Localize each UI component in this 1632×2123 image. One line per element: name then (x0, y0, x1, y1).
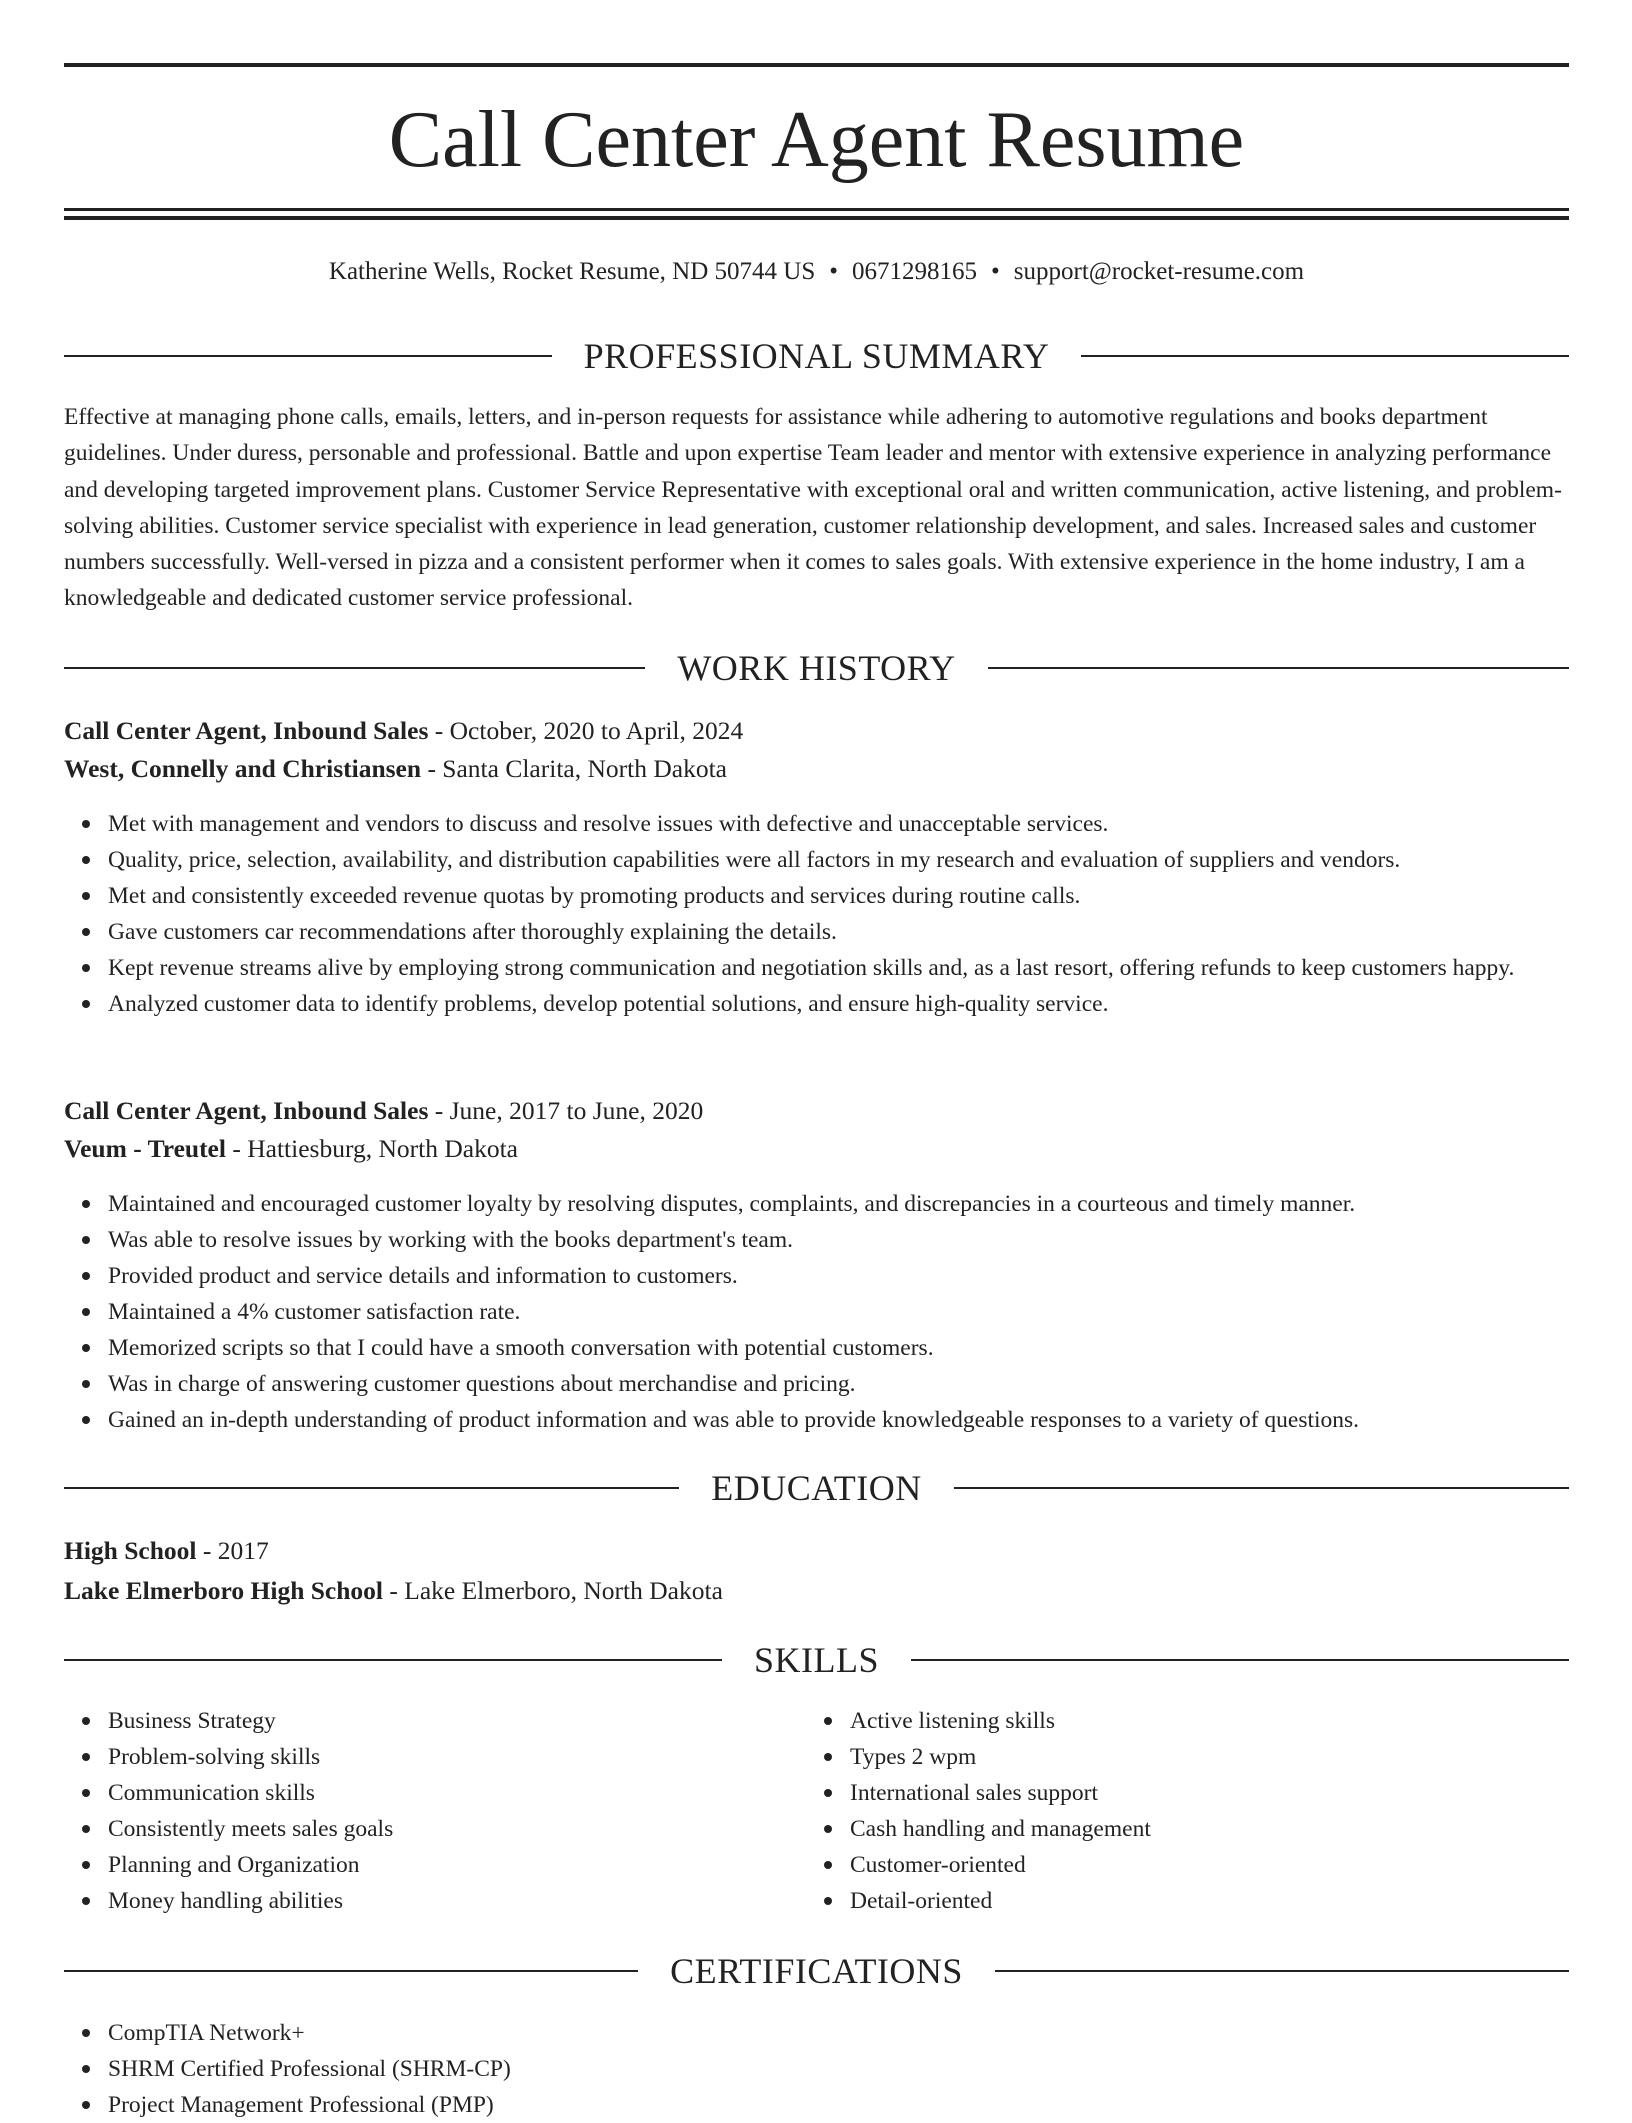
skill-item: Active listening skills (850, 1703, 1546, 1739)
school-name: Lake Elmerboro High School (64, 1576, 384, 1605)
skill-item: Consistently meets sales goals (108, 1811, 804, 1847)
heading-rule (911, 1659, 1569, 1661)
company-name: Veum - Treutel (64, 1134, 226, 1163)
list-item: Maintained and encouraged customer loyalty by resolving disputes, complaints, and discrepancies in a courteous and timely manner. (108, 1186, 1569, 1222)
company-location: - Santa Clarita, North Dakota (421, 754, 727, 783)
section-title: SKILLS (754, 1640, 880, 1680)
contact-phone: 0671298165 (852, 258, 978, 285)
title-double-rule-top (64, 208, 1569, 211)
job-title: Call Center Agent, Inbound Sales (64, 716, 429, 745)
list-item: Was able to resolve issues by working with the books department's team. (108, 1222, 1569, 1258)
job-1-company-line (64, 750, 1569, 788)
section-title: EDUCATION (711, 1468, 922, 1508)
job-1-title-line (64, 712, 1569, 750)
heading-rule (64, 1659, 722, 1661)
skills-list-left (64, 1703, 804, 1919)
list-item: Provided product and service details and information to customers. (108, 1258, 1569, 1294)
contact-email: support@rocket-resume.com (1013, 258, 1305, 285)
section-heading-education (64, 1466, 1569, 1510)
list-item: Gained an in-depth understanding of product information and was able to provide knowledgeable responses to a variety of questions. (108, 1402, 1569, 1438)
heading-rule (64, 355, 552, 357)
list-item: Memorized scripts so that I could have a smooth conversation with potential customers. (108, 1330, 1569, 1366)
list-item: Kept revenue streams alive by employing strong communication and negotiation skills and, as a last resort, offering refunds to keep customers happy. (108, 950, 1569, 986)
resume-title: Call Center Agent Resume (388, 96, 1245, 184)
list-item: Met and consistently exceeded revenue quotas by promoting products and services during routine calls. (108, 878, 1569, 914)
list-item: Met with management and vendors to discuss and resolve issues with defective and unacceptable services. (108, 806, 1569, 842)
heading-rule (995, 1970, 1569, 1972)
title-double-rule-bottom (64, 216, 1569, 220)
heading-rule (988, 667, 1569, 669)
heading-rule (64, 1970, 638, 1972)
heading-rule (64, 1487, 679, 1489)
job-dates: - June, 2017 to June, 2020 (428, 1096, 704, 1125)
heading-rule (64, 667, 645, 669)
section-heading-certifications (64, 1949, 1569, 1993)
list-item: Quality, price, selection, availability, and distribution capabilities were all factors in my research and evaluation of suppliers and vendors. (108, 842, 1569, 878)
contact-separator: • (829, 258, 839, 285)
summary-text: Effective at managing phone calls, emails, letters, and in-person requests for assistance while adhering to automotive regulations and books department guidelines. Under duress, personable and professional. Battle and upon expertise Team leader and mentor with extensive experience in analyzing performance and developing targeted improvement plans. Customer Service Representative with exceptional oral and written communication, active listening, and problem-solving abilities. Customer service specialist with experience in lead generation, customer relationship development, and sales. Increased sales and customer numbers successfully. Well-versed in pizza and a consistent performer when it comes to sales goals. With extensive experience in the home industry, I am a knowledgeable and dedicated customer service professional. (64, 404, 1562, 612)
top-rule (64, 63, 1569, 67)
heading-rule (1081, 355, 1569, 357)
education-school-line (64, 1572, 1569, 1610)
certification-item: CompTIA Network+ (108, 2015, 1569, 2051)
skill-item: Money handling abilities (108, 1883, 804, 1919)
certification-item: SHRM Certified Professional (SHRM-CP) (108, 2051, 1569, 2087)
skill-item: Business Strategy (108, 1703, 804, 1739)
skill-item: Communication skills (108, 1775, 804, 1811)
skill-item: Problem-solving skills (108, 1739, 804, 1775)
degree: High School (64, 1536, 197, 1565)
job-1-bullets (64, 806, 1569, 1022)
section-title: WORK HISTORY (677, 648, 956, 688)
section-title: CERTIFICATIONS (670, 1951, 963, 1991)
company-name: West, Connelly and Christiansen (64, 754, 422, 783)
list-item: Maintained a 4% customer satisfaction rate. (108, 1294, 1569, 1330)
school-location: - Lake Elmerboro, North Dakota (383, 1576, 723, 1605)
contact-address: Katherine Wells, Rocket Resume, ND 50744 US (328, 258, 816, 285)
section-heading-skills (64, 1638, 1569, 1682)
heading-rule (954, 1487, 1569, 1489)
job-2-company-line (64, 1130, 1569, 1168)
skill-item: Cash handling and management (850, 1811, 1546, 1847)
skill-item: Customer-oriented (850, 1847, 1546, 1883)
job-dates: - October, 2020 to April, 2024 (428, 716, 744, 745)
certifications-list (64, 2015, 1569, 2123)
section-heading-work-history (64, 646, 1569, 690)
contact-separator: • (991, 258, 1000, 285)
skill-item: International sales support (850, 1775, 1546, 1811)
job-2-title-line (64, 1092, 1569, 1130)
list-item: Was in charge of answering customer questions about merchandise and pricing. (108, 1366, 1569, 1402)
company-location: - Hattiesburg, North Dakota (225, 1134, 518, 1163)
skill-item: Types 2 wpm (850, 1739, 1546, 1775)
skill-item: Planning and Organization (108, 1847, 804, 1883)
contact-line (64, 254, 1569, 290)
skills-list-right (806, 1703, 1546, 1919)
skill-item: Detail-oriented (850, 1883, 1546, 1919)
graduation-year: - 2017 (196, 1536, 269, 1565)
list-item: Analyzed customer data to identify problems, develop potential solutions, and ensure high-quality service. (108, 986, 1569, 1022)
job-2-bullets (64, 1186, 1569, 1438)
section-heading-summary (64, 334, 1569, 378)
section-title: PROFESSIONAL SUMMARY (583, 336, 1050, 376)
certification-item: Project Management Professional (PMP) (108, 2087, 1569, 2123)
education-degree-line (64, 1532, 1569, 1570)
job-title: Call Center Agent, Inbound Sales (64, 1096, 429, 1125)
list-item: Gave customers car recommendations after thoroughly explaining the details. (108, 914, 1569, 950)
